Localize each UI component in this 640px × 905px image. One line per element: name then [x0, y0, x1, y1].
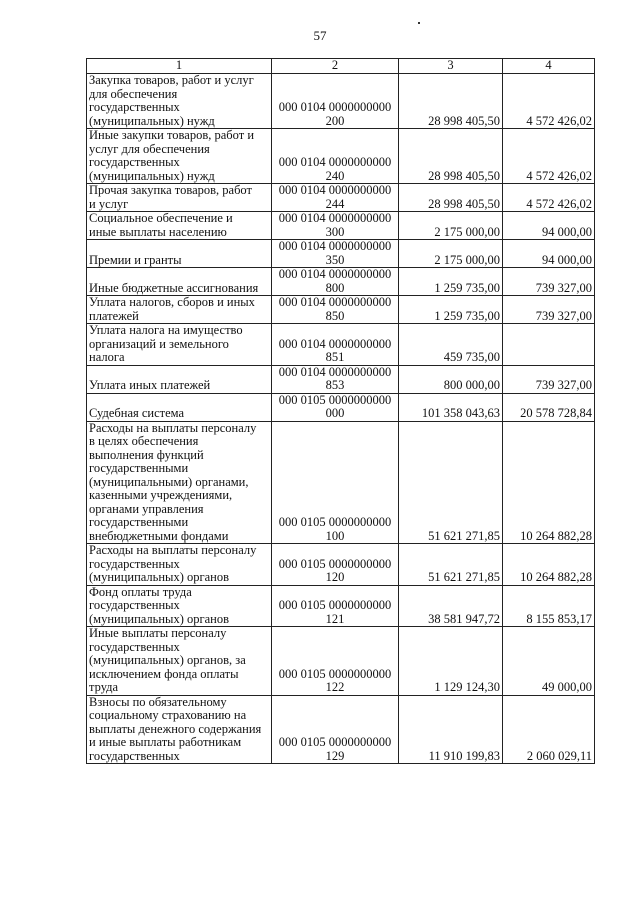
row-code: 000 0104 0000000000 240	[272, 129, 399, 184]
table-row	[87, 324, 595, 366]
row-value-col4	[503, 324, 595, 366]
row-code: 000 0105 0000000000 120	[272, 544, 399, 586]
row-value-col3: 11 910 199,83	[399, 695, 503, 764]
row-code: 000 0104 0000000000 350	[272, 240, 399, 268]
row-code: 000 0105 0000000000 100	[272, 421, 399, 544]
row-name: Прочая закупка товаров, работ и услуг	[87, 184, 272, 212]
table-row	[87, 74, 595, 129]
row-value-col3: 51 621 271,85	[399, 544, 503, 586]
row-name: Фонд оплаты труда государственных (муниципальных) органов	[87, 585, 272, 627]
row-name: Расходы на выплаты персоналу государственных (муниципальных) органов	[87, 544, 272, 586]
row-value-col3: 28 998 405,50	[399, 184, 503, 212]
row-code: 000 0105 0000000000 122	[272, 627, 399, 696]
table-row	[87, 296, 595, 324]
row-name: Уплата налога на имущество организаций и земельного налога	[87, 324, 272, 366]
table-row	[87, 544, 595, 586]
row-name: Закупка товаров, работ и услуг для обеспечения государственных (муниципальных) нужд	[87, 74, 272, 129]
table-row	[87, 129, 595, 184]
row-value-col3: 800 000,00	[399, 365, 503, 393]
row-value-col4: 4 572 426,02	[503, 129, 595, 184]
row-name: Уплата налогов, сборов и иных платежей	[87, 296, 272, 324]
row-name: Уплата иных платежей	[87, 365, 272, 393]
row-value-col3: 2 175 000,00	[399, 212, 503, 240]
page-number: 57	[313, 28, 327, 43]
table-row	[87, 240, 595, 268]
row-value-col4: 94 000,00	[503, 240, 595, 268]
table-row	[87, 695, 595, 764]
table-row	[87, 365, 595, 393]
row-value-col3: 38 581 947,72	[399, 585, 503, 627]
row-code: 000 0104 0000000000 200	[272, 74, 399, 129]
row-value-col4: 739 327,00	[503, 365, 595, 393]
row-value-col3: 28 998 405,50	[399, 129, 503, 184]
row-code: 000 0105 0000000000 121	[272, 585, 399, 627]
table-row	[87, 184, 595, 212]
row-value-col3: 1 259 735,00	[399, 268, 503, 296]
row-value-col4: 20 578 728,84	[503, 393, 595, 421]
row-code: 000 0105 0000000000 129	[272, 695, 399, 764]
row-value-col3: 1 259 735,00	[399, 296, 503, 324]
table-row	[87, 585, 595, 627]
budget-table	[86, 58, 595, 764]
row-code: 000 0104 0000000000 300	[272, 212, 399, 240]
row-name: Социальное обеспечение и иные выплаты населению	[87, 212, 272, 240]
row-name: Расходы на выплаты персоналу в целях обеспечения выполнения функций государственными (муниципальными) органами, казенными учреждениями, органами управления государственными внебюджетными фондами	[87, 421, 272, 544]
row-name: Взносы по обязательному социальному страхованию на выплаты денежного содержания и иные выплаты работникам государственных	[87, 695, 272, 764]
row-value-col4: 4 572 426,02	[503, 184, 595, 212]
row-value-col3: 101 358 043,63	[399, 393, 503, 421]
row-value-col4: 49 000,00	[503, 627, 595, 696]
row-code: 000 0104 0000000000 800	[272, 268, 399, 296]
row-code: 000 0104 0000000000 850	[272, 296, 399, 324]
row-value-col4: 739 327,00	[503, 296, 595, 324]
row-value-col4: 94 000,00	[503, 212, 595, 240]
row-value-col4: 8 155 853,17	[503, 585, 595, 627]
row-code: 000 0104 0000000000 851	[272, 324, 399, 366]
row-name: Премии и гранты	[87, 240, 272, 268]
row-value-col3: 2 175 000,00	[399, 240, 503, 268]
row-value-col3: 1 129 124,30	[399, 627, 503, 696]
table-row	[87, 393, 595, 421]
table-header-row	[87, 59, 595, 74]
row-value-col4: 10 264 882,28	[503, 544, 595, 586]
row-value-col4: 4 572 426,02	[503, 74, 595, 129]
row-value-col4: 2 060 029,11	[503, 695, 595, 764]
row-code: 000 0104 0000000000 244	[272, 184, 399, 212]
header-col-4: 4	[503, 59, 595, 74]
row-name: Иные бюджетные ассигнования	[87, 268, 272, 296]
row-code: 000 0105 0000000000 000	[272, 393, 399, 421]
row-name: Судебная система	[87, 393, 272, 421]
table-row	[87, 627, 595, 696]
header-col-2: 2	[272, 59, 399, 74]
row-value-col4: 739 327,00	[503, 268, 595, 296]
table-row	[87, 268, 595, 296]
row-value-col3: 51 621 271,85	[399, 421, 503, 544]
scan-dot	[418, 22, 420, 24]
row-code: 000 0104 0000000000 853	[272, 365, 399, 393]
row-value-col4: 10 264 882,28	[503, 421, 595, 544]
table-row	[87, 421, 595, 544]
row-value-col3: 459 735,00	[399, 324, 503, 366]
table-row	[87, 212, 595, 240]
row-name: Иные выплаты персоналу государственных (муниципальных) органов, за исключением фонда оплаты труда	[87, 627, 272, 696]
header-col-3: 3	[399, 59, 503, 74]
row-name: Иные закупки товаров, работ и услуг для обеспечения государственных (муниципальных) нужд	[87, 129, 272, 184]
row-value-col3: 28 998 405,50	[399, 74, 503, 129]
header-col-1: 1	[87, 59, 272, 74]
